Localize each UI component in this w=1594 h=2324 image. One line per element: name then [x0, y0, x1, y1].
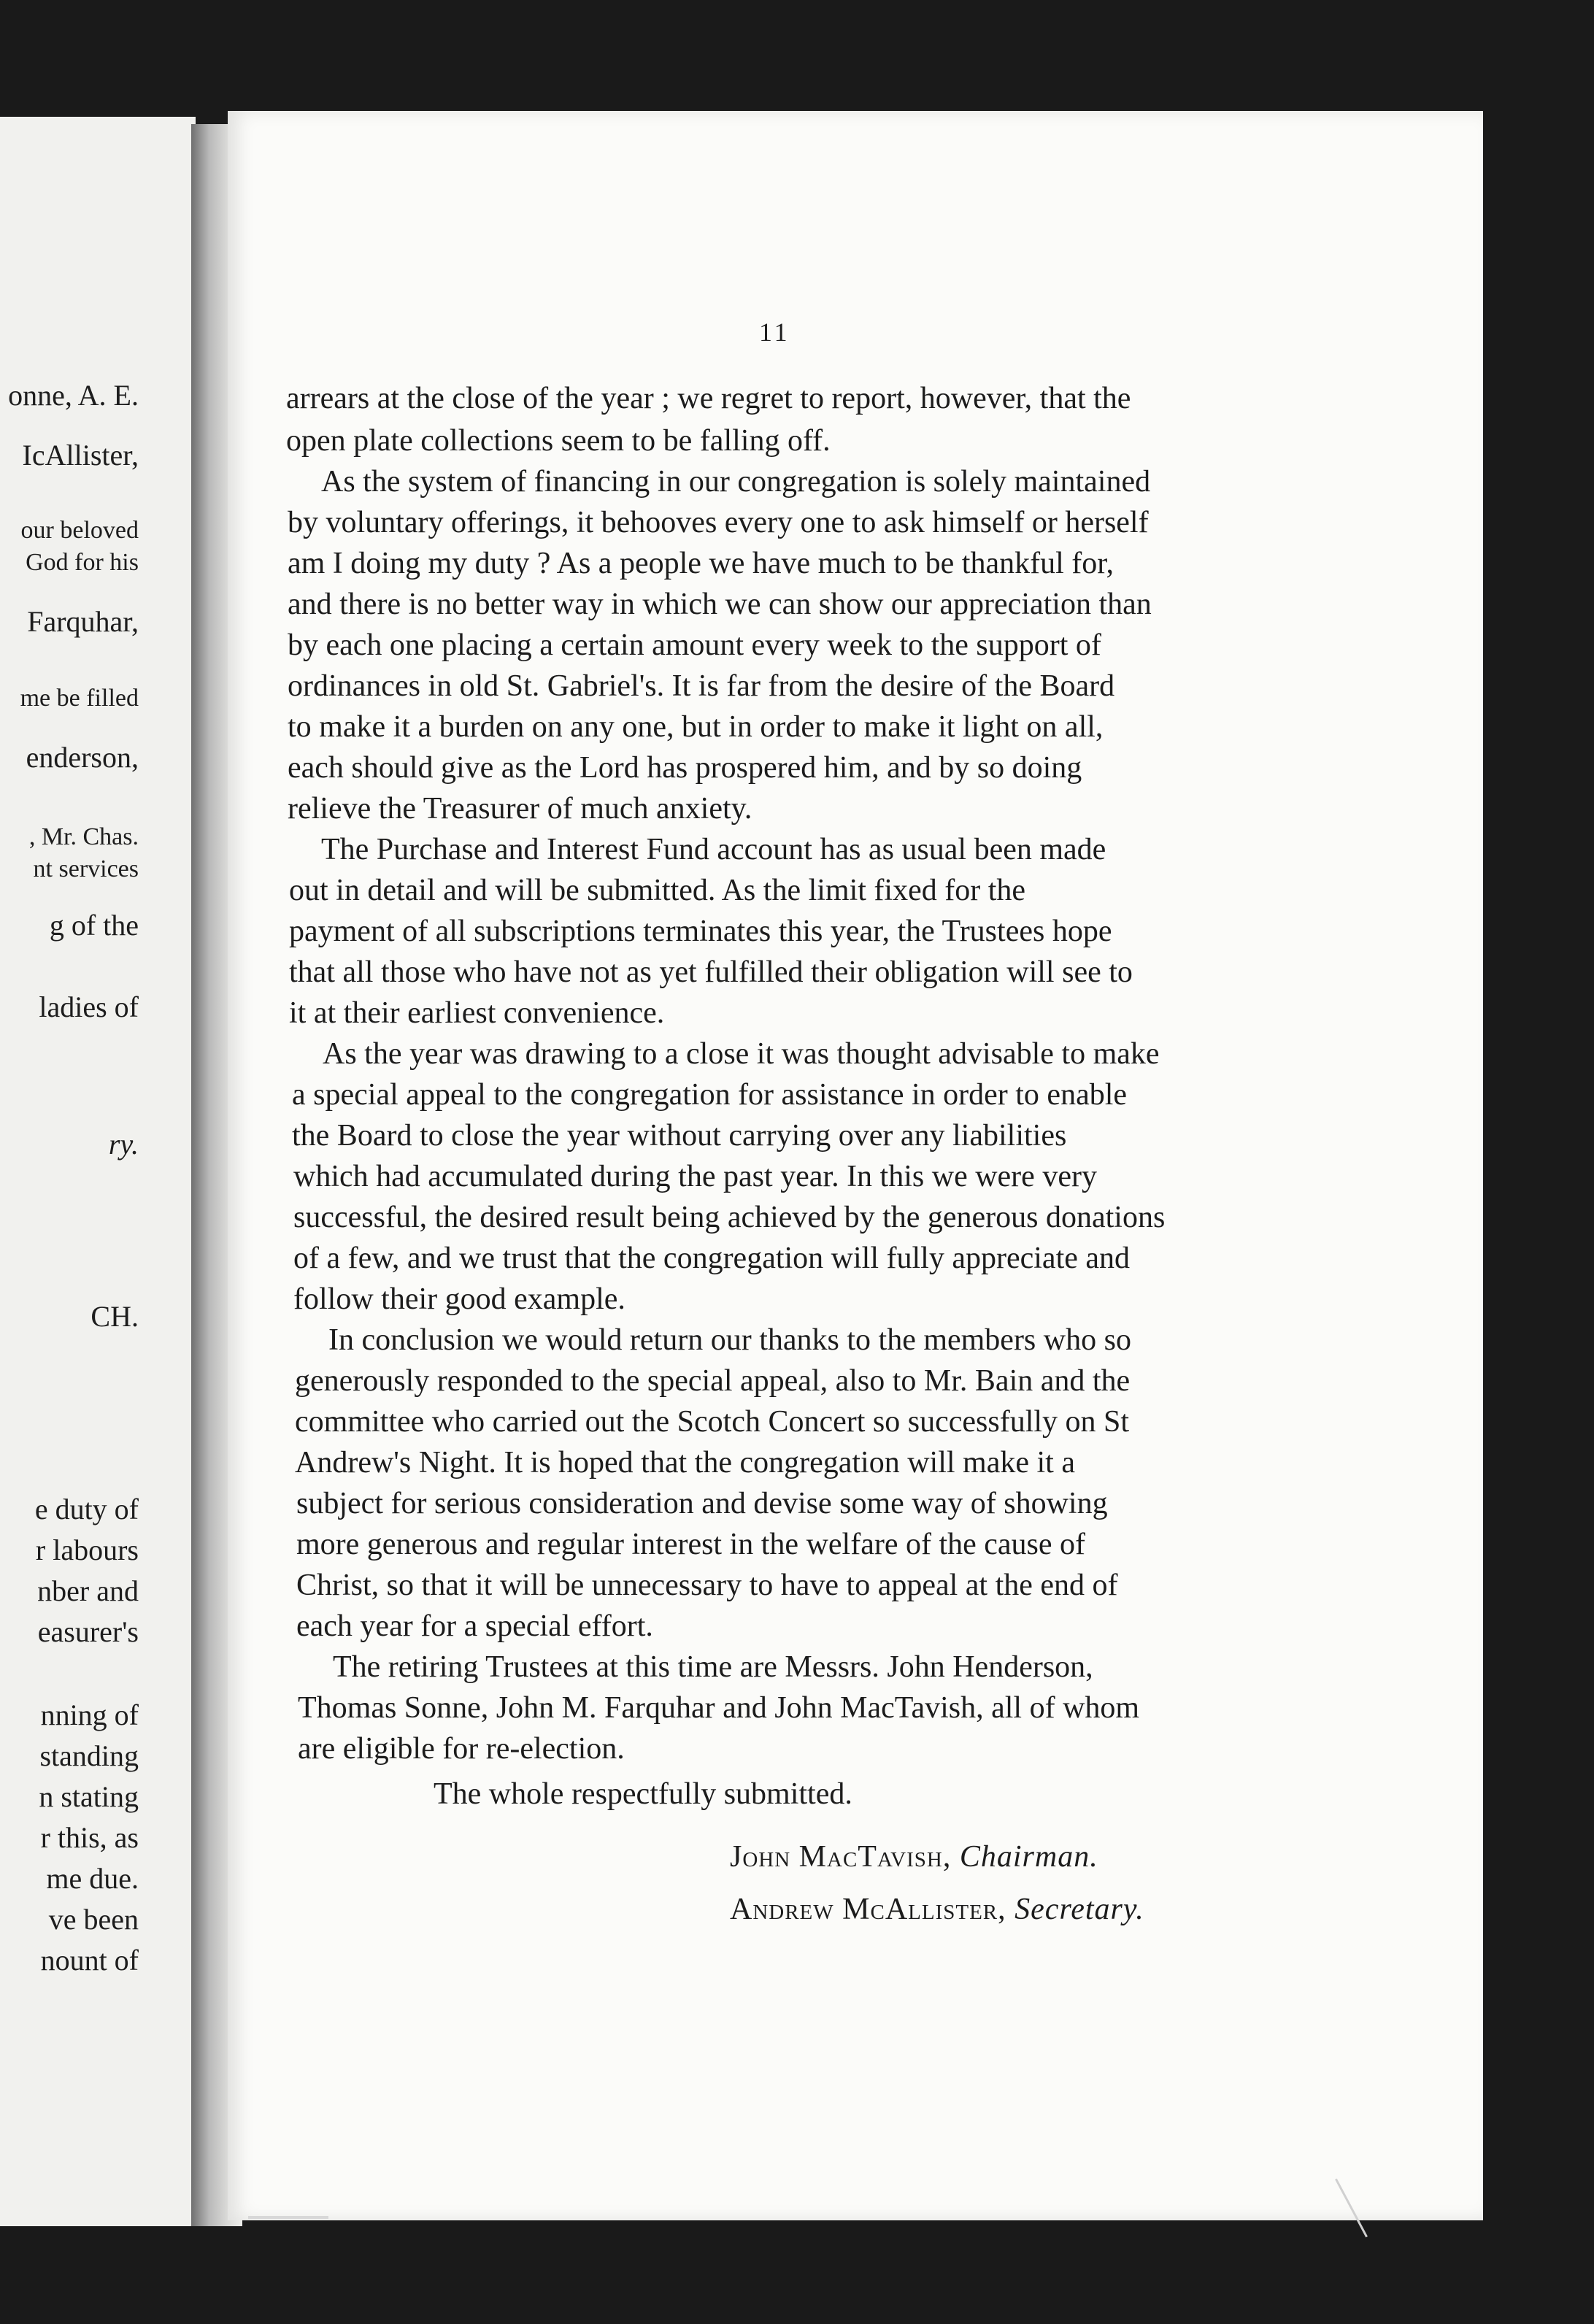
left-page-line: me due. [46, 1862, 139, 1895]
text-line: by each one placing a certain amount every week to the support of [288, 628, 1101, 662]
left-page-line: nt services [33, 855, 139, 882]
signature-chairman [730, 1839, 1098, 1874]
text-line: and there is no better way in which we can show our appreciation than [288, 588, 1152, 621]
left-page-line: ry. [108, 1128, 139, 1161]
left-page-line: standing [39, 1739, 139, 1772]
left-page-line: onne, A. E. [8, 379, 139, 412]
text-line: it at their earliest convenience. [289, 996, 665, 1030]
left-page-line: CH. [91, 1300, 139, 1333]
signature-name: Andrew McAllister, [730, 1893, 1006, 1926]
scan-artifact [248, 2216, 328, 2219]
text-line: follow their good example. [293, 1282, 625, 1316]
left-page-line: IcAllister, [22, 439, 139, 472]
left-page-line: me be filled [20, 685, 139, 712]
text-line: which had accumulated during the past year. In this we were very [293, 1160, 1097, 1193]
text-line: out in detail and will be submitted. As the limit fixed for the [289, 874, 1026, 907]
signature-name: John MacTavish, [730, 1840, 952, 1874]
text-line: Thomas Sonne, John M. Farquhar and John MacTavish, all of whom [298, 1691, 1140, 1725]
text-line: open plate collections seem to be falling off. [286, 424, 831, 458]
text-line: successful, the desired result being achieved by the generous donations [293, 1201, 1166, 1234]
text-line: are eligible for re-election. [298, 1732, 625, 1766]
text-line: payment of all subscriptions terminates this year, the Trustees hope [289, 915, 1112, 948]
left-page-line: ladies of [39, 990, 139, 1023]
text-line: arrears at the close of the year ; we regret to report, however, that the [286, 382, 1131, 415]
text-line: by voluntary offerings, it behooves every one to ask himself or herself [288, 506, 1149, 539]
left-page-line: r labours [35, 1534, 139, 1566]
left-page-line: e duty of [34, 1493, 139, 1525]
left-page-line: Farquhar, [27, 605, 139, 638]
text-line: am I doing my duty ? As a people we have much to be thankful for, [288, 547, 1114, 580]
signature-title: Chairman. [959, 1840, 1098, 1874]
text-line: The retiring Trustees at this time are Messrs. John Henderson, [333, 1650, 1093, 1684]
previous-page-fragment [0, 117, 196, 2226]
left-page-line: nount of [40, 1944, 139, 1977]
text-line: committee who carried out the Scotch Concert so successfully on St [295, 1405, 1130, 1439]
signature-title: Secretary. [1014, 1893, 1144, 1926]
text-line: the Board to close the year without carrying over any liabilities [292, 1119, 1067, 1153]
left-page-line: ve been [48, 1903, 139, 1936]
signature-secretary [730, 1892, 1144, 1927]
left-page-line: n stating [39, 1780, 139, 1813]
page-number: 11 [759, 318, 790, 347]
text-line: to make it a burden on any one, but in order to make it light on all, [288, 710, 1104, 744]
text-line: more generous and regular interest in the welfare of the cause of [296, 1528, 1086, 1561]
left-page-line: our beloved [20, 517, 139, 544]
text-line: The Purchase and Interest Fund account has as usual been made [321, 833, 1106, 866]
text-line: of a few, and we trust that the congregation will fully appreciate and [293, 1242, 1131, 1275]
text-line: Christ, so that it will be unnecessary to have to appeal at the end of [296, 1569, 1118, 1602]
text-line: each year for a special effort. [296, 1609, 653, 1643]
text-line: that all those who have not as yet fulfilled their obligation will see to [289, 955, 1133, 989]
text-line: relieve the Treasurer of much anxiety. [288, 792, 752, 826]
left-page-line: easurer's [37, 1615, 139, 1648]
left-page-line: r this, as [40, 1821, 139, 1854]
text-line: ordinances in old St. Gabriel's. It is far from the desire of the Board [288, 669, 1115, 703]
left-page-line: enderson, [26, 741, 139, 774]
left-page-line: God for his [26, 549, 139, 576]
text-line: Andrew's Night. It is hoped that the congregation will make it a [295, 1446, 1075, 1480]
text-line: As the system of financing in our congregation is solely maintained [321, 465, 1151, 499]
left-page-line: , Mr. Chas. [28, 823, 139, 850]
left-page-line: g of the [49, 909, 139, 942]
text-line: In conclusion we would return our thanks to the members who so [328, 1323, 1131, 1357]
text-line: The whole respectfully submitted. [434, 1777, 852, 1811]
left-page-line: nber and [37, 1574, 139, 1607]
text-line: generously responded to the special appeal, also to Mr. Bain and the [295, 1364, 1131, 1398]
text-line: each should give as the Lord has prospered him, and by so doing [288, 751, 1082, 785]
left-page-line: nning of [40, 1698, 139, 1731]
text-line: a special appeal to the congregation for assistance in order to enable [292, 1078, 1128, 1112]
text-line: subject for serious consideration and devise some way of showing [296, 1487, 1108, 1520]
text-line: As the year was drawing to a close it was thought advisable to make [323, 1037, 1160, 1071]
